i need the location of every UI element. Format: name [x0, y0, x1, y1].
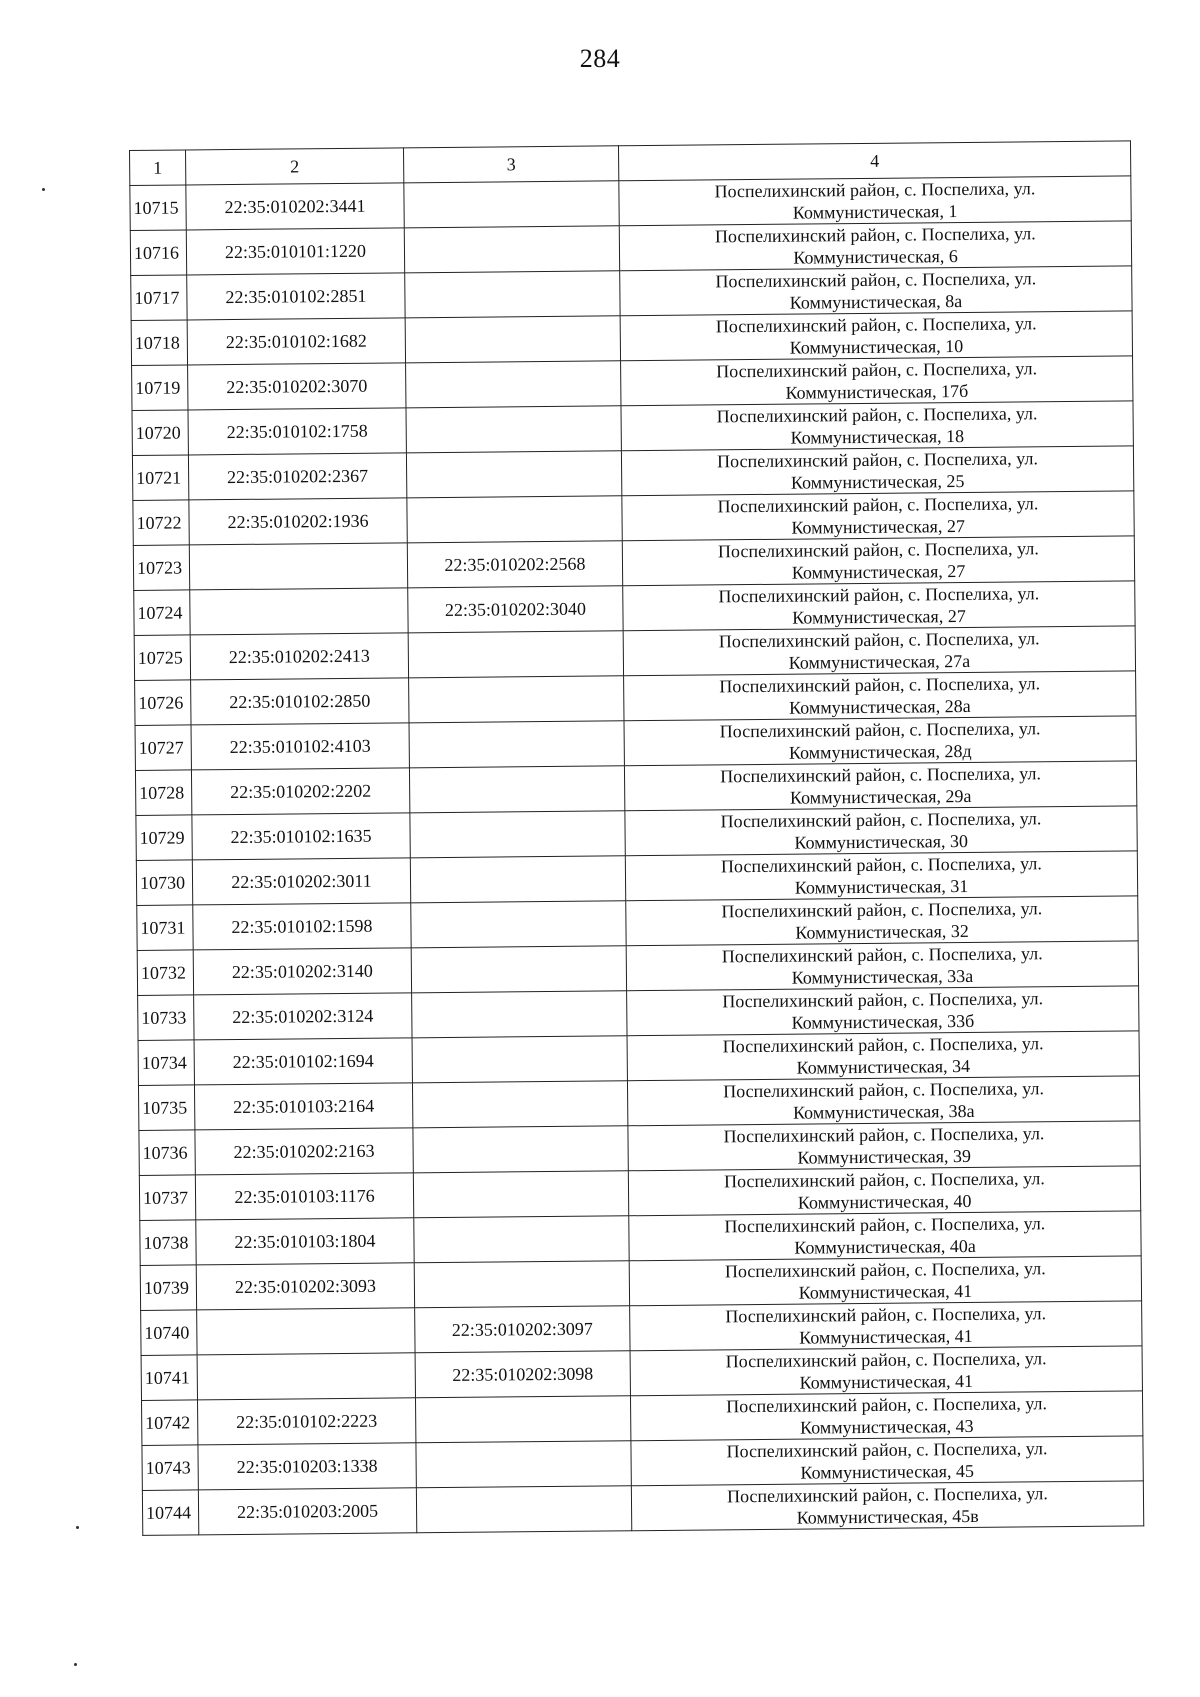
address-line-2: Коммунистическая, 40а	[794, 1235, 976, 1258]
address-line-1: Поспелихинский район, с. Поспелиха, ул.	[724, 1258, 1046, 1282]
cadastral-number-cell: 22:35:010102:2223	[198, 1398, 416, 1445]
address-line-1: Поспелихинский район, с. Поспелиха, ул.	[723, 1078, 1045, 1102]
alt-cadastral-number-cell	[409, 721, 624, 768]
address-line-2: Коммунистическая, 40	[797, 1190, 972, 1213]
address-cell	[626, 896, 1138, 946]
address-cell	[624, 671, 1136, 721]
alt-cadastral-number-cell	[407, 496, 622, 543]
alt-cadastral-number-cell: 22:35:010202:3097	[415, 1306, 630, 1353]
alt-cadastral-number-cell	[405, 316, 620, 363]
address-cell	[628, 1121, 1140, 1171]
row-number-cell: 10737	[139, 1175, 195, 1221]
address-line-2: Коммунистическая, 27	[791, 560, 966, 583]
address-line-2: Коммунистическая, 41	[799, 1325, 973, 1348]
address-line-2: Коммунистическая, 39	[797, 1145, 972, 1168]
row-number-cell: 10732	[137, 950, 193, 996]
address-line-2: Коммунистическая, 45в	[796, 1505, 979, 1528]
address-line-1: Поспелихинский район, с. Поспелиха, ул.	[717, 538, 1039, 562]
address-cell	[630, 1301, 1142, 1351]
address-line-2: Коммунистическая, 33б	[791, 1010, 975, 1033]
cadastral-number-cell: 22:35:010102:2851	[187, 273, 405, 320]
address-cell	[630, 1346, 1142, 1396]
address-line-2: Коммунистическая, 17б	[785, 380, 969, 403]
address-line-2: Коммунистическая, 6	[793, 246, 958, 268]
address-line-1: Поспелихинский район, с. Поспелиха, ул.	[722, 988, 1044, 1012]
alt-cadastral-number-cell	[416, 1486, 631, 1533]
address-line-2: Коммунистическая, 34	[796, 1055, 971, 1078]
cadastral-number-cell: 22:35:010102:1758	[188, 408, 406, 455]
row-number-cell: 10718	[131, 320, 187, 366]
address-cell	[620, 311, 1132, 361]
alt-cadastral-number-cell	[412, 991, 627, 1038]
cadastral-number-cell	[197, 1353, 415, 1400]
address-cell	[631, 1481, 1143, 1531]
address-line-1: Поспелихинский район, с. Поспелиха, ул.	[721, 898, 1043, 922]
row-number-cell: 10742	[142, 1400, 198, 1446]
address-cell	[621, 446, 1133, 496]
address-cell	[625, 851, 1137, 901]
cadastral-number-cell: 22:35:010202:2367	[188, 453, 406, 500]
cadastral-number-cell: 22:35:010202:2163	[195, 1128, 413, 1175]
cadastral-number-cell	[189, 543, 407, 590]
alt-cadastral-number-cell	[406, 361, 621, 408]
address-line-1: Поспелихинский район, с. Поспелиха, ул.	[715, 268, 1037, 292]
address-line-1: Поспелихинский район, с. Поспелиха, ул.	[726, 1393, 1048, 1417]
address-line-2: Коммунистическая, 1	[792, 201, 958, 223]
row-number-cell: 10733	[138, 995, 194, 1041]
cadastral-number-cell: 22:35:010202:3093	[196, 1263, 414, 1310]
address-line-2: Коммунистическая, 31	[794, 875, 969, 898]
cadastral-number-cell: 22:35:010202:2413	[190, 633, 408, 680]
alt-cadastral-number-cell	[409, 676, 624, 723]
address-line-2: Коммунистическая, 10	[789, 336, 964, 358]
address-line-2: Коммунистическая, 38а	[792, 1100, 975, 1123]
address-line-2: Коммунистическая, 28а	[789, 695, 971, 718]
row-number-cell: 10728	[135, 770, 191, 816]
property-table	[129, 140, 1144, 1536]
address-line-1: Поспелихинский район, с. Поспелиха, ул.	[724, 1213, 1046, 1237]
address-line-2: Коммунистическая, 45	[800, 1460, 975, 1483]
row-number-cell: 10724	[134, 590, 190, 636]
alt-cadastral-number-cell	[415, 1396, 630, 1443]
address-cell	[628, 1166, 1140, 1216]
address-line-1: Поспелихинский район, с. Поспелиха, ул.	[718, 583, 1040, 607]
address-cell	[622, 491, 1134, 541]
address-line-2: Коммунистическая, 30	[794, 830, 969, 853]
header-col-1: 1	[130, 150, 186, 186]
cadastral-number-cell: 22:35:010102:1682	[187, 318, 405, 365]
address-line-1: Поспелихинский район, с. Поспелиха, ул.	[725, 1348, 1047, 1372]
address-line-2: Коммунистическая, 29а	[789, 785, 972, 808]
cadastral-number-cell: 22:35:010202:2202	[191, 768, 409, 815]
address-line-1: Поспелихинский район, с. Поспелиха, ул.	[726, 1438, 1048, 1462]
page-number: 284	[579, 44, 621, 73]
address-line-1: Поспелихинский район, с. Поспелиха, ул.	[726, 1483, 1048, 1507]
cadastral-number-cell: 22:35:010103:1176	[195, 1173, 413, 1220]
address-line-1: Поспелихинский район, с. Поспелиха, ул.	[719, 673, 1041, 697]
alt-cadastral-number-cell	[405, 271, 620, 318]
address-line-2: Коммунистическая, 27	[791, 515, 966, 538]
alt-cadastral-number-cell	[404, 226, 619, 273]
alt-cadastral-number-cell: 22:35:010202:2568	[407, 541, 622, 588]
header-col-2: 2	[186, 148, 404, 185]
address-line-1: Поспелихинский район, с. Поспелиха, ул.	[717, 448, 1039, 472]
alt-cadastral-number-cell	[414, 1216, 629, 1263]
address-line-2: Коммунистическая, 28д	[788, 740, 972, 763]
row-number-cell: 10738	[140, 1220, 196, 1266]
cadastral-number-cell: 22:35:010102:1635	[192, 813, 410, 860]
address-line-1: Поспелихинский район, с. Поспелиха, ул.	[714, 178, 1036, 202]
alt-cadastral-number-cell	[406, 451, 621, 498]
address-line-1: Поспелихинский район, с. Поспелиха, ул.	[723, 1168, 1045, 1192]
alt-cadastral-number-cell	[410, 811, 625, 858]
address-cell	[619, 221, 1131, 271]
address-line-1: Поспелихинский район, с. Поспелиха, ул.	[722, 1033, 1044, 1057]
alt-cadastral-number-cell	[411, 946, 626, 993]
scan-speck	[74, 1663, 77, 1666]
cadastral-number-cell: 22:35:010101:1220	[186, 228, 404, 275]
header-col-3: 3	[403, 146, 618, 183]
row-number-cell: 10743	[142, 1445, 198, 1491]
cadastral-number-cell: 22:35:010202:3011	[192, 858, 410, 905]
address-line-1: Поспелихинский район, с. Поспелиха, ул.	[720, 763, 1042, 787]
cadastral-number-cell: 22:35:010102:4103	[191, 723, 409, 770]
row-number-cell: 10721	[132, 455, 188, 501]
address-line-1: Поспелихинский район, с. Поспелиха, ул.	[720, 808, 1042, 832]
alt-cadastral-number-cell	[404, 181, 619, 228]
row-number-cell: 10741	[141, 1355, 197, 1401]
address-cell	[624, 716, 1136, 766]
address-cell	[623, 581, 1135, 631]
cadastral-number-cell: 22:35:010103:2164	[194, 1083, 412, 1130]
row-number-cell: 10715	[130, 185, 186, 231]
alt-cadastral-number-cell	[410, 856, 625, 903]
address-line-1: Поспелихинский район, с. Поспелиха, ул.	[723, 1123, 1045, 1147]
address-line-2: Коммунистическая, 27а	[788, 650, 971, 673]
cadastral-number-cell: 22:35:010202:1936	[189, 498, 407, 545]
cadastral-number-cell: 22:35:010203:1338	[198, 1443, 416, 1490]
address-line-1: Поспелихинский район, с. Поспелиха, ул.	[714, 223, 1036, 247]
cadastral-number-cell: 22:35:010102:1598	[193, 903, 411, 950]
address-cell	[619, 176, 1131, 226]
address-cell	[620, 266, 1132, 316]
alt-cadastral-number-cell	[412, 1036, 627, 1083]
cadastral-number-cell: 22:35:010103:1804	[196, 1218, 414, 1265]
header-col-4: 4	[618, 141, 1130, 181]
row-number-cell: 10730	[136, 860, 192, 906]
row-number-cell: 10725	[134, 635, 190, 681]
address-line-1: Поспелихинский район, с. Поспелиха, ул.	[718, 628, 1040, 652]
address-line-2: Коммунистическая, 25	[790, 470, 965, 493]
address-line-2: Коммунистическая, 27	[792, 605, 966, 628]
row-number-cell: 10731	[137, 905, 193, 951]
row-number-cell: 10739	[140, 1265, 196, 1311]
address-cell	[630, 1391, 1142, 1441]
address-cell	[627, 986, 1139, 1036]
row-number-cell: 10735	[138, 1085, 194, 1131]
address-cell	[629, 1211, 1141, 1261]
row-number-cell: 10723	[133, 545, 189, 591]
address-line-2: Коммунистическая, 43	[799, 1415, 974, 1438]
address-cell	[625, 806, 1137, 856]
address-cell	[631, 1436, 1143, 1486]
alt-cadastral-number-cell	[408, 631, 623, 678]
address-cell	[627, 1031, 1139, 1081]
row-number-cell: 10719	[132, 365, 188, 411]
table-row	[142, 1481, 1143, 1536]
address-cell	[629, 1256, 1141, 1306]
row-number-cell: 10734	[138, 1040, 194, 1086]
alt-cadastral-number-cell	[406, 406, 621, 453]
cadastral-number-cell: 22:35:010102:2850	[191, 678, 409, 725]
cadastral-number-cell: 22:35:010202:3441	[186, 183, 404, 230]
address-cell	[624, 761, 1136, 811]
address-line-1: Поспелихинский район, с. Поспелиха, ул.	[717, 493, 1039, 517]
alt-cadastral-number-cell	[409, 766, 624, 813]
address-cell	[623, 626, 1135, 676]
row-number-cell: 10736	[139, 1130, 195, 1176]
alt-cadastral-number-cell	[414, 1261, 629, 1308]
address-line-2: Коммунистическая, 8а	[789, 291, 963, 313]
row-number-cell: 10722	[133, 500, 189, 546]
address-line-2: Коммунистическая, 18	[790, 425, 965, 448]
address-line-1: Поспелихинский район, с. Поспелиха, ул.	[721, 943, 1043, 967]
row-number-cell: 10716	[130, 230, 186, 276]
row-number-cell: 10717	[131, 275, 187, 321]
address-line-1: Поспелихинский район, с. Поспелиха, ул.	[720, 853, 1042, 877]
table-body	[130, 176, 1144, 1536]
address-line-1: Поспелихинский район, с. Поспелиха, ул.	[719, 718, 1041, 742]
address-line-2: Коммунистическая, 41	[798, 1280, 973, 1303]
alt-cadastral-number-cell	[412, 1081, 627, 1128]
row-number-cell: 10729	[136, 815, 192, 861]
alt-cadastral-number-cell	[413, 1171, 628, 1218]
cadastral-number-cell: 22:35:010102:1694	[194, 1038, 412, 1085]
address-line-2: Коммунистическая, 41	[799, 1370, 974, 1393]
address-line-1: Поспелихинский район, с. Поспелиха, ул.	[716, 403, 1038, 427]
address-line-1: Поспелихинский район, с. Поспелиха, ул.	[716, 358, 1038, 382]
row-number-cell: 10720	[132, 410, 188, 456]
address-cell	[627, 1076, 1139, 1126]
row-number-cell: 10726	[135, 680, 191, 726]
address-cell	[621, 356, 1133, 406]
alt-cadastral-number-cell	[411, 901, 626, 948]
row-number-cell: 10744	[142, 1490, 198, 1536]
address-line-1: Поспелихинский район, с. Поспелиха, ул.	[715, 313, 1037, 337]
cadastral-number-cell	[190, 588, 408, 635]
cadastral-number-cell	[197, 1308, 415, 1355]
alt-cadastral-number-cell: 22:35:010202:3098	[415, 1351, 630, 1398]
cadastral-number-cell: 22:35:010202:3070	[188, 363, 406, 410]
cadastral-number-cell: 22:35:010203:2005	[198, 1488, 416, 1535]
address-line-2: Коммунистическая, 33а	[791, 965, 974, 988]
address-line-1: Поспелихинский район, с. Поспелиха, ул.	[725, 1303, 1047, 1327]
scan-speck	[76, 1526, 79, 1529]
row-number-cell: 10740	[141, 1310, 197, 1356]
cadastral-number-cell: 22:35:010202:3140	[193, 948, 411, 995]
cadastral-number-cell: 22:35:010202:3124	[194, 993, 412, 1040]
alt-cadastral-number-cell: 22:35:010202:3040	[408, 586, 623, 633]
scan-speck	[42, 188, 45, 191]
address-cell	[621, 401, 1133, 451]
address-line-2: Коммунистическая, 32	[795, 920, 969, 943]
row-number-cell: 10727	[135, 725, 191, 771]
address-cell	[622, 536, 1134, 586]
alt-cadastral-number-cell	[416, 1441, 631, 1488]
address-cell	[626, 941, 1138, 991]
alt-cadastral-number-cell	[413, 1126, 628, 1173]
